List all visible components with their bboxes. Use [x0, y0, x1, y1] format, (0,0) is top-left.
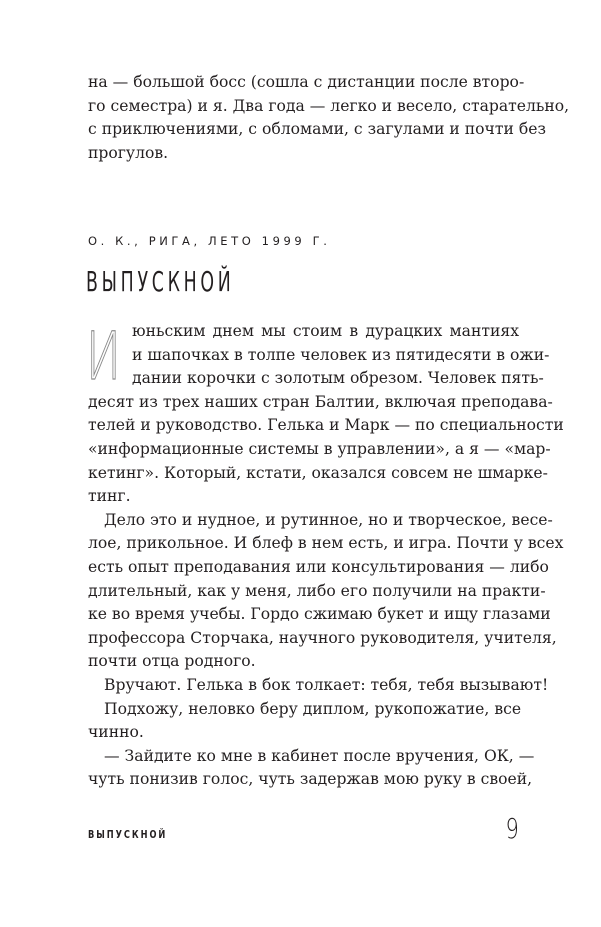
text-line: — Зайдите ко мне в кабинет после вручения, ОК, — [104, 746, 535, 765]
text-line: Вручают. Гелька в бок толкает: тебя, тебя вызывают! [104, 675, 549, 694]
text-line: кетинг». Который, кстати, оказался совсем не шмаркe- [88, 463, 548, 482]
running-title: ВЫПУСКНОЙ [88, 828, 168, 841]
text-line: «информационные системы в управлении», а я — «мар- [88, 439, 551, 458]
text-line: дании корочки с золотым обрезом. Человек пять- [132, 369, 544, 388]
drop-cap: И [86, 318, 121, 395]
text-line: с приключениями, с обломами, с загулами и почти без [88, 120, 546, 139]
text-line: на — большой босс (сошла с дистанции после второ- [88, 73, 525, 91]
text-line: десят из трех наших стран Балтии, включая преподава- [88, 392, 553, 411]
text-line: телей и руководство. Гелька и Марк — по специальности [88, 416, 564, 435]
text-line: Подхожу, неловко беру диплом, рукопожатие, все [104, 699, 522, 718]
text-line: и шапочках в толпе человек из пятидесяти в ожи- [132, 345, 550, 364]
dateline: О. К., РИГА, ЛЕТО 1999 Г. [88, 234, 331, 248]
text-line: чуть понизив голос, чуть задержав мою руку в своей, [88, 770, 533, 789]
page-number: 9 [505, 812, 519, 845]
text-line: лое, прикольное. И блеф в нем есть, и игра. Почти у всех [88, 534, 564, 553]
text-line: ке во время учебы. Гордо сжимаю букет и ищу глазами [88, 605, 551, 624]
chapter-title: ВЫПУСКНОЙ [86, 265, 235, 298]
text-line: профессора Сторчака, научного руководителя, учителя, [88, 628, 557, 647]
chapter-body [88, 320, 564, 792]
text-line: юньским днем мы стоим в дурацких мантиях [132, 322, 519, 340]
text-line: го семестра) и я. Два года — легко и весело, старательно, [88, 96, 570, 115]
intro-paragraph [88, 71, 570, 165]
text-line: чинно. [88, 723, 144, 742]
text-line: прогулов. [88, 143, 169, 162]
text-line: есть опыт преподавания или консультирования — либо [88, 557, 549, 576]
text-line: длительный, как у меня, либо его получили на практи- [88, 581, 546, 600]
text-line: тинг. [88, 487, 131, 506]
text-line: почти отца родного. [88, 652, 256, 671]
text-line: Дело это и нудное, и рутинное, но и творческое, весе- [104, 510, 553, 529]
